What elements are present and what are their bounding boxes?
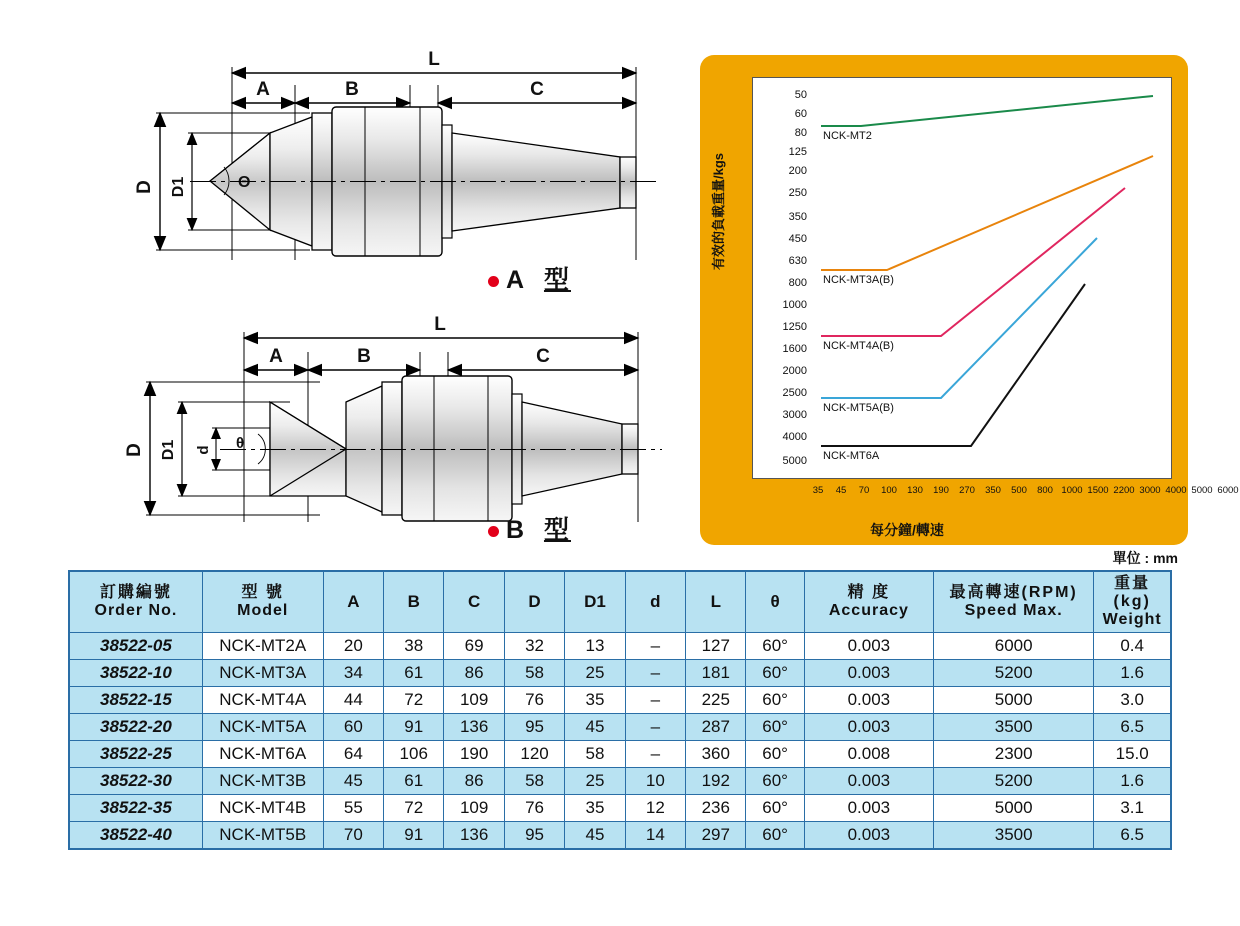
th-model xyxy=(202,571,323,632)
cell-speed: 3500 xyxy=(933,713,1093,740)
th-accuracy-en: Accuracy xyxy=(828,601,909,619)
chart-y-ticks xyxy=(753,78,1171,478)
cell-dsmall: – xyxy=(625,740,685,767)
svg-text:L: L xyxy=(428,49,440,70)
cell-speed: 6000 xyxy=(933,632,1093,659)
cell-d1: 45 xyxy=(565,713,625,740)
cell-a: 44 xyxy=(323,686,383,713)
cell-dsmall: – xyxy=(625,713,685,740)
cell-d: 120 xyxy=(504,740,564,767)
cell-speed: 5000 xyxy=(933,794,1093,821)
cell-theta: 60° xyxy=(746,767,804,794)
svg-text:θ: θ xyxy=(236,435,245,452)
cell-l: 127 xyxy=(686,632,746,659)
cell-b: 106 xyxy=(384,740,444,767)
chart-y-axis-title-text: 有效的負載重量/kgs xyxy=(711,152,726,270)
cell-dsmall: – xyxy=(625,686,685,713)
svg-text:D1: D1 xyxy=(170,176,187,198)
type-a-letter: A xyxy=(506,266,527,294)
units-note: 單位 : mm xyxy=(1112,550,1178,566)
cell-l: 360 xyxy=(686,740,746,767)
th-speed-cn: 最高轉速(RPM) xyxy=(949,583,1078,601)
x-tick: 35 xyxy=(812,485,824,496)
th-order-no-cn: 訂購編號 xyxy=(99,583,172,601)
cell-accuracy: 0.003 xyxy=(804,767,933,794)
y-tick: 630 xyxy=(788,255,807,267)
x-tick: 5000 xyxy=(1191,485,1213,496)
x-tick: 2200 xyxy=(1113,485,1135,496)
cell-weight: 3.1 xyxy=(1094,794,1171,821)
cell-speed: 5200 xyxy=(933,659,1093,686)
x-tick: 800 xyxy=(1037,485,1053,496)
series-label-mt2: NCK-MT2 xyxy=(823,130,872,142)
cell-d1: 45 xyxy=(565,821,625,849)
cell-a: 70 xyxy=(323,821,383,849)
y-tick: 50 xyxy=(794,89,807,101)
th-order-no xyxy=(69,571,202,632)
cell-theta: 60° xyxy=(746,632,804,659)
table-row xyxy=(69,659,1171,686)
cell-d1: 25 xyxy=(565,659,625,686)
y-tick: 2000 xyxy=(782,365,807,377)
cell-model: NCK-MT4B xyxy=(202,794,323,821)
cell-c: 109 xyxy=(444,686,504,713)
cell-b: 91 xyxy=(384,821,444,849)
th-l: L xyxy=(686,571,746,632)
cell-l: 192 xyxy=(686,767,746,794)
y-tick: 2500 xyxy=(782,387,807,399)
cell-weight: 3.0 xyxy=(1094,686,1171,713)
th-weight-en: Weight xyxy=(1102,610,1162,628)
cell-model: NCK-MT5B xyxy=(202,821,323,849)
th-theta: θ xyxy=(746,571,804,632)
cell-speed: 5200 xyxy=(933,767,1093,794)
y-tick: 1250 xyxy=(782,321,807,333)
cell-d1: 35 xyxy=(565,794,625,821)
load-speed-chart-panel xyxy=(700,55,1239,545)
y-tick: 1000 xyxy=(782,299,807,311)
spec-table xyxy=(68,570,1172,850)
cell-a: 64 xyxy=(323,740,383,767)
cell-d: 95 xyxy=(504,821,564,849)
cell-c: 86 xyxy=(444,767,504,794)
cell-model: NCK-MT6A xyxy=(202,740,323,767)
th-b: B xyxy=(384,571,444,632)
th-speed-en: Speed Max. xyxy=(964,601,1063,619)
cell-accuracy: 0.003 xyxy=(804,821,933,849)
cell-d1: 25 xyxy=(565,767,625,794)
cell-l: 297 xyxy=(686,821,746,849)
cell-weight: 6.5 xyxy=(1094,821,1171,849)
table-row xyxy=(69,794,1171,821)
cell-d: 32 xyxy=(504,632,564,659)
spec-table-body xyxy=(69,632,1171,849)
cell-a: 55 xyxy=(323,794,383,821)
y-tick: 250 xyxy=(788,187,807,199)
th-model-en: Model xyxy=(237,601,289,619)
cell-c: 136 xyxy=(444,821,504,849)
cell-l: 236 xyxy=(686,794,746,821)
cell-model: NCK-MT5A xyxy=(202,713,323,740)
x-tick: 3000 xyxy=(1139,485,1161,496)
drawing-type-b xyxy=(120,310,680,560)
cell-order: 38522-15 xyxy=(69,686,202,713)
y-tick: 200 xyxy=(788,165,807,177)
type-b-svg xyxy=(120,310,680,560)
th-model-cn: 型 號 xyxy=(241,583,284,601)
cell-d: 58 xyxy=(504,659,564,686)
x-tick: 270 xyxy=(959,485,975,496)
cell-speed: 3500 xyxy=(933,821,1093,849)
series-label-mt4: NCK-MT4A(B) xyxy=(823,340,894,352)
cell-theta: 60° xyxy=(746,740,804,767)
svg-text:D: D xyxy=(124,443,145,457)
cell-order: 38522-40 xyxy=(69,821,202,849)
x-tick: 4000 xyxy=(1165,485,1187,496)
x-tick: 70 xyxy=(858,485,870,496)
svg-text:D: D xyxy=(134,180,155,194)
series-label-mt3: NCK-MT3A(B) xyxy=(823,274,894,286)
th-weight-cn: 重量(kg) xyxy=(1113,575,1151,610)
svg-text:A: A xyxy=(269,346,283,367)
cell-c: 136 xyxy=(444,713,504,740)
cell-dsmall: 14 xyxy=(625,821,685,849)
th-accuracy-cn: 精 度 xyxy=(847,583,891,601)
table-row xyxy=(69,713,1171,740)
table-row xyxy=(69,740,1171,767)
cell-a: 34 xyxy=(323,659,383,686)
cell-weight: 6.5 xyxy=(1094,713,1171,740)
cell-d: 58 xyxy=(504,767,564,794)
svg-text:C: C xyxy=(530,79,544,100)
svg-text:B: B xyxy=(345,79,359,100)
svg-text:L: L xyxy=(434,314,446,335)
cell-c: 86 xyxy=(444,659,504,686)
cell-model: NCK-MT4A xyxy=(202,686,323,713)
cell-d1: 58 xyxy=(565,740,625,767)
cell-dsmall: 10 xyxy=(625,767,685,794)
th-d-small: d xyxy=(625,571,685,632)
cell-l: 225 xyxy=(686,686,746,713)
cell-a: 20 xyxy=(323,632,383,659)
svg-text:C: C xyxy=(536,346,550,367)
drawing-type-a xyxy=(120,45,680,310)
th-a: A xyxy=(323,571,383,632)
y-tick: 450 xyxy=(788,233,807,245)
th-weight xyxy=(1094,571,1171,632)
svg-text:Θ: Θ xyxy=(238,174,251,191)
y-tick: 3000 xyxy=(782,409,807,421)
cell-theta: 60° xyxy=(746,713,804,740)
y-tick: 350 xyxy=(788,211,807,223)
cell-accuracy: 0.003 xyxy=(804,686,933,713)
series-label-mt6: NCK-MT6A xyxy=(823,450,880,462)
x-tick: 350 xyxy=(985,485,1001,496)
cell-dsmall: 12 xyxy=(625,794,685,821)
th-d: D xyxy=(504,571,564,632)
cell-accuracy: 0.008 xyxy=(804,740,933,767)
x-tick: 1000 xyxy=(1061,485,1083,496)
cell-accuracy: 0.003 xyxy=(804,794,933,821)
y-tick: 1600 xyxy=(782,343,807,355)
x-tick: 500 xyxy=(1011,485,1027,496)
y-tick: 60 xyxy=(794,108,807,120)
svg-text:d: d xyxy=(195,445,212,455)
x-tick: 100 xyxy=(881,485,897,496)
cell-b: 61 xyxy=(384,767,444,794)
cell-model: NCK-MT3A xyxy=(202,659,323,686)
y-tick: 125 xyxy=(788,146,807,158)
th-d1: D1 xyxy=(565,571,625,632)
cell-order: 38522-20 xyxy=(69,713,202,740)
type-a-suffix: 型 xyxy=(543,266,571,294)
table-header-row xyxy=(69,571,1171,632)
spec-table-wrap xyxy=(68,570,1172,850)
cell-weight: 15.0 xyxy=(1094,740,1171,767)
cell-order: 38522-05 xyxy=(69,632,202,659)
cell-accuracy: 0.003 xyxy=(804,632,933,659)
x-tick: 130 xyxy=(907,485,923,496)
cell-order: 38522-35 xyxy=(69,794,202,821)
cell-dsmall: – xyxy=(625,659,685,686)
series-label-mt5: NCK-MT5A(B) xyxy=(823,402,894,414)
bullet-dot-icon xyxy=(488,526,499,537)
x-tick: 1500 xyxy=(1087,485,1109,496)
th-c: C xyxy=(444,571,504,632)
cell-model: NCK-MT2A xyxy=(202,632,323,659)
cell-theta: 60° xyxy=(746,686,804,713)
cell-d: 76 xyxy=(504,686,564,713)
cell-d1: 35 xyxy=(565,686,625,713)
cell-b: 91 xyxy=(384,713,444,740)
cell-theta: 60° xyxy=(746,659,804,686)
cell-c: 190 xyxy=(444,740,504,767)
bullet-dot-icon xyxy=(488,276,499,287)
cell-dsmall: – xyxy=(625,632,685,659)
cell-b: 61 xyxy=(384,659,444,686)
table-row xyxy=(69,821,1171,849)
cell-d: 95 xyxy=(504,713,564,740)
cell-b: 72 xyxy=(384,794,444,821)
th-order-no-en: Order No. xyxy=(94,601,178,619)
cell-a: 45 xyxy=(323,767,383,794)
cell-order: 38522-10 xyxy=(69,659,202,686)
y-tick: 800 xyxy=(788,277,807,289)
chart-plot-area xyxy=(752,77,1172,479)
cell-theta: 60° xyxy=(746,794,804,821)
cell-a: 60 xyxy=(323,713,383,740)
cell-weight: 1.6 xyxy=(1094,659,1171,686)
type-b-letter: B xyxy=(506,516,527,544)
cell-speed: 5000 xyxy=(933,686,1093,713)
cell-d: 76 xyxy=(504,794,564,821)
cell-weight: 1.6 xyxy=(1094,767,1171,794)
x-tick: 45 xyxy=(835,485,847,496)
type-a-caption xyxy=(488,260,571,296)
type-a-svg xyxy=(120,45,680,310)
cell-theta: 60° xyxy=(746,821,804,849)
cell-d1: 13 xyxy=(565,632,625,659)
chart-y-axis-title xyxy=(708,80,727,270)
x-tick: 6000 xyxy=(1217,485,1239,496)
svg-text:A: A xyxy=(256,79,270,100)
y-tick: 80 xyxy=(794,127,807,139)
x-tick: 190 xyxy=(933,485,949,496)
table-row xyxy=(69,632,1171,659)
cell-weight: 0.4 xyxy=(1094,632,1171,659)
th-accuracy xyxy=(804,571,933,632)
table-row xyxy=(69,767,1171,794)
th-speed xyxy=(933,571,1093,632)
svg-text:D1: D1 xyxy=(160,439,177,461)
chart-x-axis-title: 每分鐘/轉速 xyxy=(870,522,944,538)
cell-order: 38522-25 xyxy=(69,740,202,767)
type-b-suffix: 型 xyxy=(543,516,571,544)
cell-b: 72 xyxy=(384,686,444,713)
table-row xyxy=(69,686,1171,713)
cell-speed: 2300 xyxy=(933,740,1093,767)
cell-c: 109 xyxy=(444,794,504,821)
cell-c: 69 xyxy=(444,632,504,659)
svg-text:B: B xyxy=(357,346,371,367)
cell-order: 38522-30 xyxy=(69,767,202,794)
cell-b: 38 xyxy=(384,632,444,659)
cell-l: 181 xyxy=(686,659,746,686)
cell-accuracy: 0.003 xyxy=(804,659,933,686)
y-tick: 4000 xyxy=(782,431,807,443)
type-b-caption xyxy=(488,510,571,546)
y-tick: 5000 xyxy=(782,455,807,467)
cell-accuracy: 0.003 xyxy=(804,713,933,740)
cell-model: NCK-MT3B xyxy=(202,767,323,794)
cell-l: 287 xyxy=(686,713,746,740)
